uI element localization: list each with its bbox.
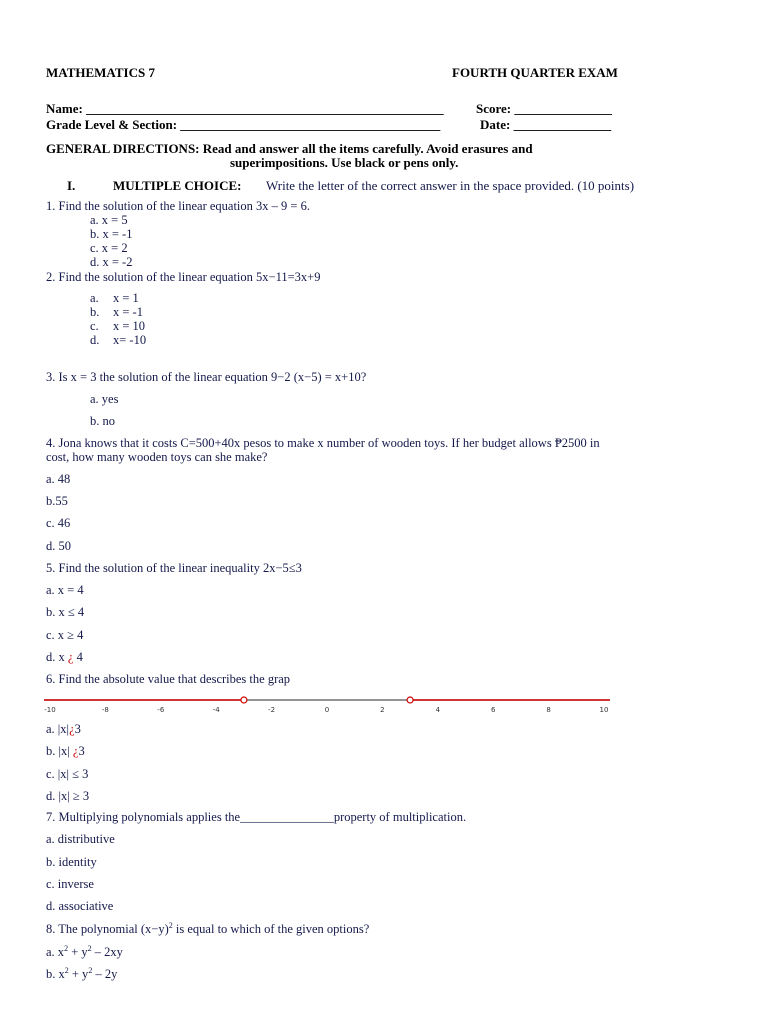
q8-b-mid: + y — [68, 967, 89, 982]
question-8 — [46, 921, 369, 937]
question-5: 5. Find the solution of the linear inequality 2x−5≤3 — [46, 561, 302, 575]
q6-option-a-prefix: a. |x| — [46, 722, 70, 736]
tick-label: -4 — [212, 706, 220, 714]
q3-option-b: b. no — [90, 414, 115, 428]
q1-option-c: c. x = 2 — [90, 241, 128, 255]
q2-option-a-value: x = 1 — [113, 291, 139, 305]
q8-text-pre: 8. The polynomial (x−y) — [46, 922, 169, 937]
q6-option-a — [46, 722, 81, 737]
q6-option-a-glyph: ¿ — [69, 722, 75, 736]
exam-title: FOURTH QUARTER EXAM — [452, 65, 618, 80]
tick-label: 6 — [490, 706, 496, 714]
question-7: 7. Multiplying polynomials applies the_______________property of multiplication. — [46, 810, 467, 824]
q6-option-a-tail: 3 — [74, 722, 81, 736]
directions-line-2: superimpositions. Use black or pens only. — [230, 155, 459, 170]
q3-option-a: a. yes — [90, 392, 119, 406]
q8-a-post: – 2xy — [91, 945, 123, 960]
q1-option-b: b. x = -1 — [90, 227, 133, 241]
number-line — [40, 693, 614, 715]
question-4-line-2: cost, how many wooden toys can she make? — [46, 450, 268, 464]
tick-label: -2 — [268, 706, 276, 714]
tick-label: 0 — [324, 706, 330, 714]
q8-exponent: 2 — [168, 921, 173, 930]
q8-b-sup-2: 2 — [88, 966, 93, 975]
q6-option-b-prefix: b. |x| — [46, 744, 73, 758]
question-3: 3. Is x = 3 the solution of the linear equation 9−2 (x−5) = x+10? — [46, 370, 367, 384]
question-1: 1. Find the solution of the linear equation 3x – 9 = 6. — [46, 199, 310, 213]
q7-option-c: c. inverse — [46, 877, 94, 891]
q8-a-mid: + y — [68, 945, 88, 960]
q8-a-sup-2: 2 — [87, 944, 92, 953]
q7-option-b: b. identity — [46, 855, 97, 869]
section-instruction: Write the letter of the correct answer in the space provided. (10 points) — [266, 178, 635, 193]
q7-option-d: d. associative — [46, 899, 114, 913]
q5-option-c: c. x ≥ 4 — [46, 628, 84, 642]
q8-a-sup-1: 2 — [64, 944, 69, 953]
tick-label: 10 — [599, 706, 609, 714]
q6-option-d: d. |x| ≥ 3 — [46, 789, 90, 803]
q5-option-d-tail: 4 — [73, 650, 83, 664]
q8-option-a — [46, 944, 123, 960]
tick-label: -8 — [101, 706, 109, 714]
q2-option-b-letter: b. — [90, 305, 100, 319]
q8-b-pre: b. x — [46, 967, 65, 982]
open-point-1 — [241, 697, 247, 703]
q1-option-a: a. x = 5 — [90, 213, 128, 227]
q5-option-d-glyph: ¿ — [67, 650, 74, 664]
subject-title: MATHEMATICS 7 — [46, 65, 155, 80]
open-point-2 — [407, 697, 413, 703]
q4-option-c: c. 46 — [46, 516, 71, 530]
q2-option-d-value: x= -10 — [113, 333, 147, 347]
q8-option-b — [46, 966, 117, 982]
q4-option-d: d. 50 — [46, 539, 71, 553]
q8-text-post: is equal to which of the given options? — [172, 922, 370, 937]
tick-label: 8 — [546, 706, 551, 714]
tick-label: -6 — [157, 706, 165, 714]
q6-option-b — [46, 744, 85, 759]
q2-option-a-letter: a. — [90, 291, 99, 305]
q5-option-a: a. x = 4 — [46, 583, 84, 597]
tick-label: -10 — [44, 706, 56, 714]
q2-option-d-letter: d. — [90, 333, 100, 347]
q6-option-c: c. |x| ≤ 3 — [46, 767, 89, 781]
date-field: Date: _______________ — [480, 117, 612, 132]
tick-label: 4 — [435, 706, 441, 714]
q6-option-b-glyph: ¿ — [72, 744, 79, 758]
q2-option-c-value: x = 10 — [113, 319, 146, 333]
q2-option-c-letter: c. — [90, 319, 99, 333]
q4-option-b: b.55 — [46, 494, 68, 508]
section-title: MULTIPLE CHOICE: — [113, 178, 242, 193]
q1-option-d: d. x = -2 — [90, 255, 133, 269]
grade-section-field: Grade Level & Section: ________________________________________ — [46, 117, 441, 132]
q7-option-a: a. distributive — [46, 832, 115, 846]
q5-option-d-prefix: d. x — [46, 650, 68, 664]
question-4-line-1: 4. Jona knows that it costs C=500+40x pesos to make x number of wooden toys. If her budget allows ₱2500 in — [46, 436, 600, 450]
q8-a-pre: a. x — [46, 945, 65, 960]
q5-option-b: b. x ≤ 4 — [46, 605, 85, 619]
section-numeral: I. — [67, 178, 76, 193]
question-2: 2. Find the solution of the linear equation 5x−11=3x+9 — [46, 270, 321, 284]
name-field: Name: _______________________________________________________ — [46, 101, 444, 116]
q5-option-d — [46, 650, 83, 665]
score-field: Score: _______________ — [476, 101, 612, 116]
question-6: 6. Find the absolute value that describes the grap — [46, 672, 291, 686]
q8-b-post: – 2y — [92, 967, 118, 982]
q6-option-b-tail: 3 — [78, 744, 85, 758]
q2-option-b-value: x = -1 — [113, 305, 143, 319]
directions-line-1: GENERAL DIRECTIONS: Read and answer all the items carefully. Avoid erasures and — [46, 141, 533, 156]
q8-b-sup-1: 2 — [64, 966, 69, 975]
tick-label: 2 — [380, 706, 385, 714]
q4-option-a: a. 48 — [46, 472, 71, 486]
